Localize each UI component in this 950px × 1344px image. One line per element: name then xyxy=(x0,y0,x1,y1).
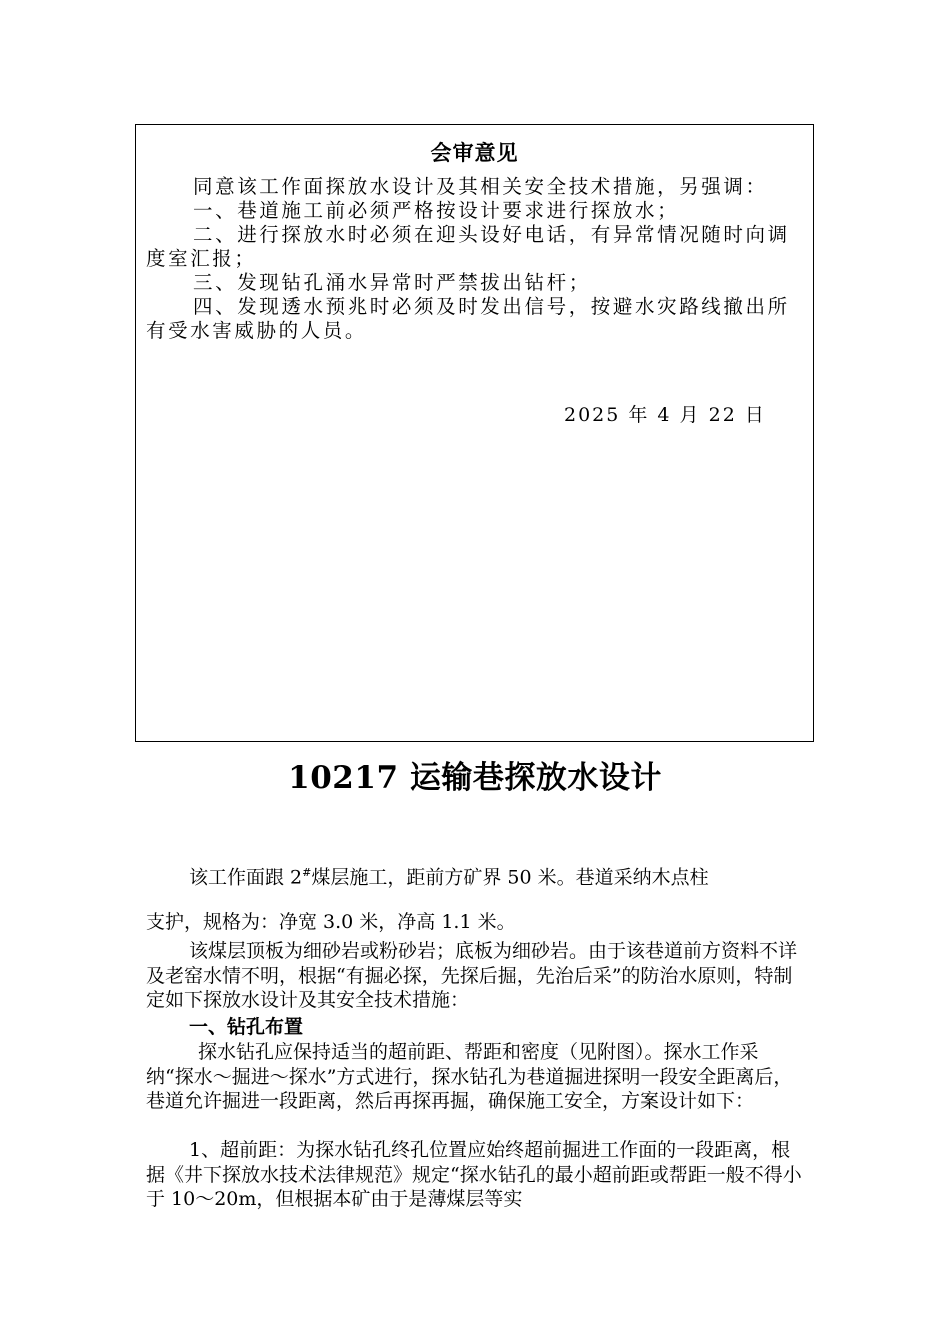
paragraph-1-text: 该工作面跟 2 xyxy=(189,866,303,889)
review-item-3: 三、发现钻孔涌水异常时严禁拔出钻杆； xyxy=(193,271,591,294)
paragraph-2: 该煤层顶板为细砂岩或粉砂岩；底板为细砂岩。由于该巷道前方资料不详及老窑水情不明，根据“有掘必探，先探后掘，先治后采”的防治水原则，特制定如下探放水设计及其安全技术措施： xyxy=(146,940,798,1011)
review-body xyxy=(146,175,806,343)
review-title: 会审意见 xyxy=(430,141,519,165)
review-item-4: 四、发现透水预兆时必须及时发出信号，按避水灾路线撤出所有受水害威胁的人员。 xyxy=(146,295,790,342)
review-paragraph: 同意该工作面探放水设计及其相关安全技术措施，另强调： xyxy=(193,175,768,198)
paragraph-3: 探水钻孔应保持适当的超前距、帮距和密度（见附图）。探水工作采纳“探水～掘进～探水”方式进行，探水钻孔为巷道掘进探明一段安全距离后，巷道允许掘进一段距离，然后再探再掘，确保施工安全，方案设计如下： xyxy=(146,1041,793,1112)
paragraph-1-line-1 xyxy=(146,861,806,890)
section-heading-drill-layout: 一、钻孔布置 xyxy=(189,1016,304,1038)
paragraph-1-line-2: 支护，规格为：净宽 3.0 米，净高 1.1 米。 xyxy=(146,911,516,933)
review-item-2: 二、进行探放水时必须在迎头设好电话，有异常情况随时向调度室汇报； xyxy=(146,223,790,270)
document-title: 10217 运输巷探放水设计 xyxy=(288,760,662,796)
seam-superscript: # xyxy=(302,866,312,879)
review-opinion-box xyxy=(135,124,814,742)
paragraph-1-text-cont: 煤层施工，距前方矿界 50 米。巷道采纳木点柱 xyxy=(311,866,709,889)
review-item-1: 一、巷道施工前必须严格按设计要求进行探放水； xyxy=(193,199,680,222)
paragraph-4: 1、超前距：为探水钻孔终孔位置应始终超前掘进工作面的一段距离，根据《井下探放水技术法律规范》规定“探水钻孔的最小超前距或帮距一般不得小于 10～20m，但根据本矿由于是薄煤层等实 xyxy=(146,1139,802,1210)
review-date: 2025 年 4 月 22 日 xyxy=(564,404,766,426)
